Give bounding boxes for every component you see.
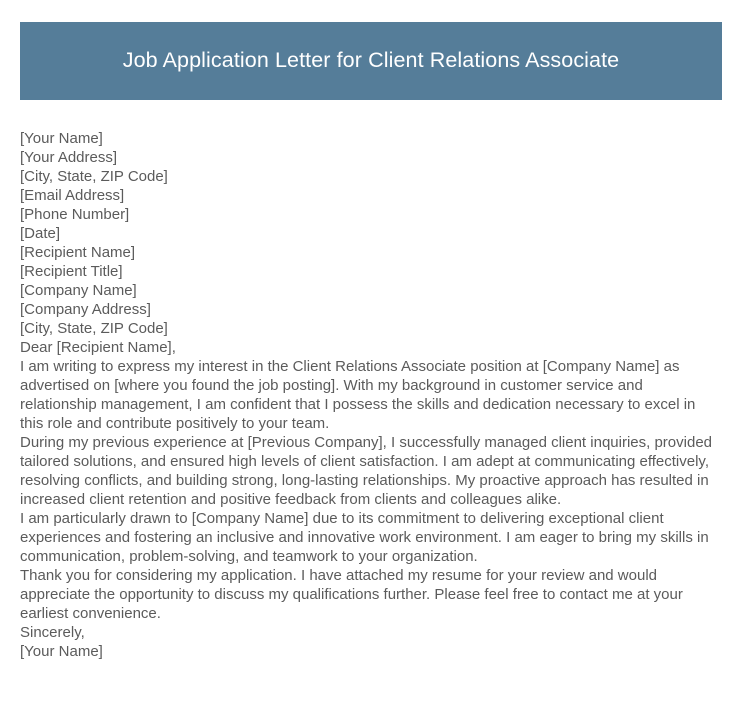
letter-header-banner [20, 22, 722, 100]
sender-line-phone: [Phone Number] [20, 206, 130, 223]
salutation: Dear [Recipient Name], [20, 339, 176, 356]
body-paragraph-4: Thank you for considering my application. I have attached my resume for your review and would appreciate the opportunity to discuss my qualifications further. Please feel free to contact me at your earliest convenience. [20, 567, 683, 622]
letter-body [20, 129, 714, 661]
body-paragraph-3: I am particularly drawn to [Company Name] due to its commitment to delivering exceptional client experiences and fostering an inclusive and innovative work environment. I am eager to bring my skills in communication, problem-solving, and teamwork to your organization. [20, 510, 709, 565]
page-title: Job Application Letter for Client Relations Associate [122, 48, 620, 73]
body-paragraph-1: I am writing to express my interest in the Client Relations Associate position at [Company Name] as advertised on [where you found the job posting]. With my background in customer service and relationship management, I am confident that I possess the skills and dedication necessary to excel in this role and contribute positively to your team. [20, 358, 696, 432]
signature: [Your Name] [20, 643, 103, 660]
closing: Sincerely, [20, 624, 85, 641]
recipient-line-address: [Company Address] [20, 301, 151, 318]
sender-line-address: [Your Address] [20, 149, 118, 166]
sender-line-city-state: [City, State, ZIP Code] [20, 168, 168, 185]
sender-line-email: [Email Address] [20, 187, 125, 204]
sender-line-name: [Your Name] [20, 130, 103, 147]
sender-line-date: [Date] [20, 225, 61, 242]
recipient-line-title: [Recipient Title] [20, 263, 123, 280]
recipient-line-city-state: [City, State, ZIP Code] [20, 320, 168, 337]
body-paragraph-2: During my previous experience at [Previous Company], I successfully managed client inquiries, provided tailored solutions, and ensured high levels of client satisfaction. I am adept at communicating effectively, resolving conflicts, and building strong, long-lasting relationships. My proactive approach has resulted in increased client retention and positive feedback from clients and colleagues alike. [20, 434, 712, 508]
recipient-line-company: [Company Name] [20, 282, 137, 299]
recipient-line-name: [Recipient Name] [20, 244, 136, 261]
